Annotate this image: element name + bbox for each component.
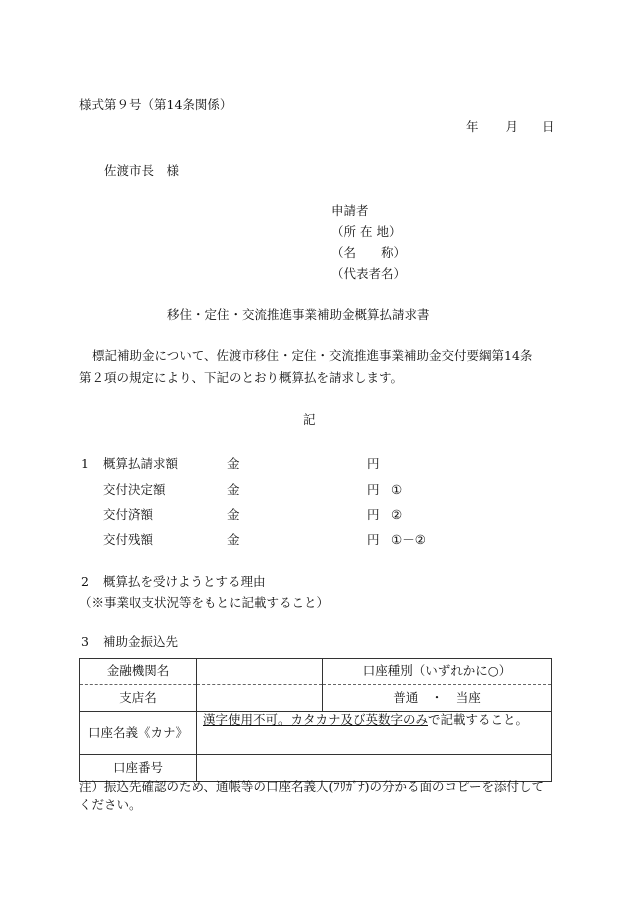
account-holder-label: 口座名義《カナ》 xyxy=(80,712,197,755)
account-holder-field[interactable] xyxy=(197,712,552,755)
ki-heading: 記 xyxy=(303,412,316,427)
branch-field[interactable] xyxy=(197,685,323,712)
amount-label: 概算払請求額 xyxy=(103,456,179,471)
applicant-name-label: （名 称） xyxy=(331,245,407,260)
section-3-number: 3 xyxy=(81,634,89,649)
amount-row-remaining xyxy=(81,534,426,547)
body-line-1: 標記補助金について、佐渡市移住・定住・交流推進事業補助金交付要綱第14条 xyxy=(92,348,533,363)
account-number-field[interactable] xyxy=(197,755,552,782)
section-2-number: 2 xyxy=(81,574,89,589)
amount-mark: ① xyxy=(391,482,403,497)
amount-row-paid xyxy=(81,509,402,522)
date-year: 年 xyxy=(466,119,479,134)
kin-mark: 金 xyxy=(227,532,240,547)
section-2-note: （※事業収支状況等をもとに記載すること） xyxy=(79,595,330,610)
form-number: 様式第９号（第14条関係） xyxy=(79,97,233,112)
yen-mark: 円 xyxy=(367,507,380,522)
amount-mark: ② xyxy=(391,507,403,522)
table-row xyxy=(80,755,552,782)
yen-mark: 円 xyxy=(367,482,380,497)
applicant-address-label: （所 在 地） xyxy=(331,224,402,239)
account-type-label: 口座種別（いずれかに○） xyxy=(323,659,552,685)
footnote-line-1: 注）振込先確認のため、通帳等の口座名義人(ﾌﾘｶﾞﾅ)の分かる面のコピーを添付して xyxy=(79,779,545,794)
holder-note-underlined: 漢字使用不可。カタカナ及び英数字のみ xyxy=(203,712,429,727)
date-month: 月 xyxy=(505,119,519,134)
table-row xyxy=(80,659,552,685)
kin-mark: 金 xyxy=(227,482,240,497)
bank-name-field[interactable] xyxy=(197,659,323,685)
kin-mark: 金 xyxy=(227,507,240,522)
bank-name-label: 金融機関名 xyxy=(80,659,197,685)
amount-row-request xyxy=(81,458,391,471)
section-3-label: 補助金振込先 xyxy=(103,634,179,649)
applicant-label: 申請者 xyxy=(331,203,369,218)
table-row xyxy=(80,712,552,755)
account-number-label: 口座番号 xyxy=(80,755,197,782)
branch-label: 支店名 xyxy=(80,685,197,712)
amount-row-decided xyxy=(81,484,402,497)
section-3-heading xyxy=(81,636,178,649)
applicant-representative-label: （代表者名） xyxy=(331,266,407,281)
document-title: 移住・定住・交流推進事業補助金概算払請求書 xyxy=(167,307,430,322)
amount-mark: ①－② xyxy=(391,532,426,547)
kin-mark: 金 xyxy=(227,456,240,471)
body-line-2: 第２項の規定により、下記のとおり概算払を請求します。 xyxy=(79,370,404,385)
holder-note-rest: で記載すること。 xyxy=(428,712,529,727)
date-day: 日 xyxy=(542,119,555,134)
yen-mark: 円 xyxy=(367,456,380,471)
section-2-heading xyxy=(81,576,266,589)
date-line xyxy=(466,121,555,134)
footnote-line-2: ください。 xyxy=(79,797,142,812)
table-row xyxy=(80,685,552,712)
section-1-number: 1 xyxy=(81,456,89,471)
bank-transfer-table xyxy=(79,658,552,782)
section-2-label: 概算払を受けようとする理由 xyxy=(103,574,266,589)
amount-label: 交付済額 xyxy=(103,507,154,522)
yen-mark: 円 xyxy=(367,532,380,547)
addressee: 佐渡市長 様 xyxy=(104,163,180,178)
amount-label: 交付決定額 xyxy=(103,482,166,497)
account-type-options[interactable]: 普通 ・ 当座 xyxy=(323,685,552,712)
amount-label: 交付残額 xyxy=(103,532,154,547)
